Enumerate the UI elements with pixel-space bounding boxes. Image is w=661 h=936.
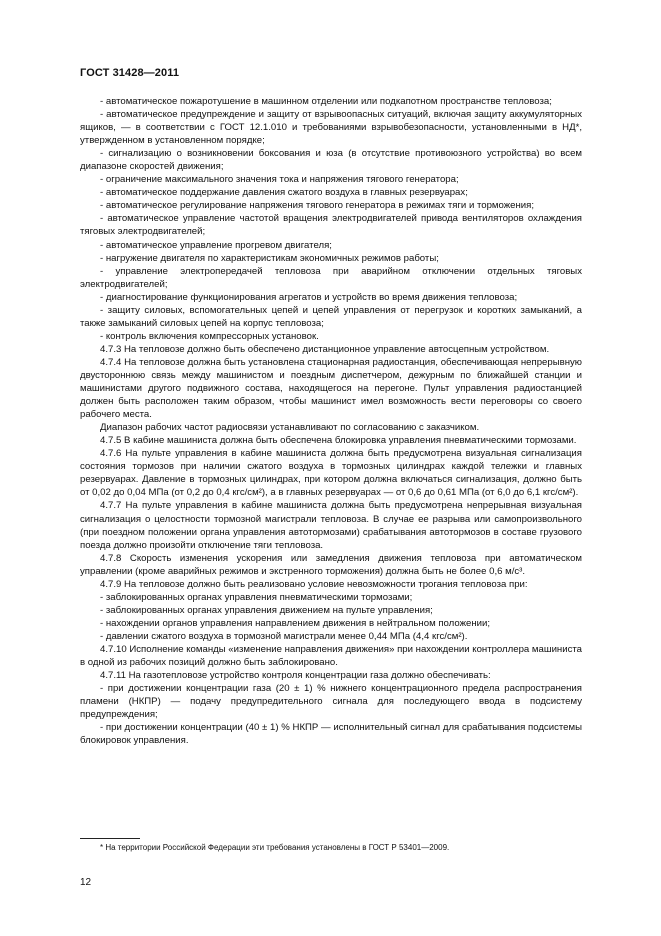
paragraph: - управление электропередачей тепловоза при аварийном отключении отдельных тяговых электродвигателей; — [80, 265, 582, 290]
paragraph: - нагружение двигателя по характеристикам экономичных режимов работы; — [100, 252, 439, 264]
paragraph: - заблокированных органах управления движением на пульте управления; — [100, 604, 433, 616]
paragraph: 4.7.10 Исполнение команды «изменение направления движения» при нахождении контроллера машиниста в одной из рабочих позиций должно быть заблокировано. — [80, 643, 582, 669]
paragraph: 4.7.3 На тепловозе должно быть обеспечено дистанционное управление автосцепным устройством. — [100, 343, 550, 355]
paragraph: - контроль включения компрессорных установок. — [100, 330, 319, 342]
footnote-divider — [80, 838, 140, 839]
paragraph: - автоматическое управление прогревом двигателя; — [100, 239, 332, 251]
paragraph: - диагностирование функционирования агрегатов и устройств во время движения тепловоза; — [100, 291, 518, 303]
paragraph: 4.7.11 На газотепловозе устройство контроля концентрации газа должно обеспечивать: — [100, 670, 491, 682]
paragraph: - при достижении концентрации (40 ± 1) % НКПР — исполнительный сигнал для срабатывания подсистемы блокировок управления. — [80, 722, 582, 747]
page-number: 12 — [80, 877, 92, 888]
paragraph: - автоматическое предупреждение и защиту от взрывоопасных ситуаций, включая защиту аккумуляторных ящиков, — в соответствии с ГОСТ 12.1.010 и требованиями взрывобезопасности, установленными в НД*, утвержденном в установленном порядке; — [80, 109, 582, 147]
paragraph: - давлении сжатого воздуха в тормозной магистрали менее 0,44 МПа (4,4 кгс/см²). — [100, 630, 468, 642]
paragraph: 4.7.9 На тепловозе должно быть реализовано условие невозможности трогания тепловоза при: — [100, 578, 528, 590]
paragraph: - сигнализацию о возникновении боксования и юза (в отсутствие противоюзного устройства) во всем диапазоне скоростей движения; — [80, 148, 582, 173]
document-body — [80, 95, 582, 747]
paragraph: - автоматическое регулирование напряжения тягового генератора в режимах тяги и торможения; — [100, 200, 535, 212]
paragraph: - защиту силовых, вспомогательных цепей и цепей управления от перегрузок и коротких замыканий, а также замыканий силовых цепей на корпус тепловоза; — [80, 304, 582, 329]
paragraph: - автоматическое пожаротушение в машинном отделении или подкапотном пространстве тепловоза; — [100, 96, 552, 107]
paragraph: - автоматическое поддержание давления сжатого воздуха в главных резервуарах; — [100, 187, 468, 199]
paragraph: 4.7.7 На пульте управления в кабине машиниста должна быть предусмотрена непрерывная визуальная сигнализация о целостности тормозной магистрали тепловоза. В случае ее разрыва или самопроизвольного (при поездном положении органа управления автотормозами) срабатывания автотормозов в составе грузового поезда должно произойти отключение тяги тепловоза. — [80, 500, 582, 551]
document-header: ГОСТ 31428—2011 — [80, 67, 180, 79]
footnote: * На территории Российской Федерации эти требования установлены в ГОСТ Р 53401—2009. — [100, 843, 450, 852]
paragraph: 4.7.4 На тепловозе должна быть установлена стационарная радиостанция, обеспечивающая непрерывную двустороннюю связь между машинистом и поездным диспетчером, дежурным по ближайшей станции и машинистами другого подвижного состава, находящегося на перегоне. Пульт управления радиостанцией должен быть расположен таким образом, чтобы машинист имел возможность вести переговоры со своего рабочего места. — [80, 356, 582, 421]
paragraph: 4.7.6 На пульте управления в кабине машиниста должна быть предусмотрена визуальная сигнализация состояния тормозов при наличии сжатого воздуха в тормозных цилиндрах каждой тележки и главных резервуарах. Давление в тормозных цилиндрах, при котором должна включаться сигнализация, должно быть от 0,02 до 0,04 МПа (от 0,2 до 0,4 кгс/см²), а в главных резервуарах — от 0,6 до 0,61 МПа (от 6,0 до 6,1 кгс/см²). — [80, 448, 582, 499]
paragraph: 4.7.5 В кабине машиниста должна быть обеспечена блокировка управления пневматическими тормозами. — [100, 435, 577, 447]
paragraph: 4.7.8 Скорость изменения ускорения или замедления движения тепловоза при автоматическом управлении (кроме аварийных режимов и экстренного торможения) должна быть не более 0,6 м/с³. — [80, 552, 582, 577]
paragraph: - автоматическое управление частотой вращения электродвигателей привода вентиляторов охлаждения тяговых электродвигателей; — [80, 213, 582, 238]
paragraph: - при достижении концентрации газа (20 ± 1) % нижнего концентрационного предела распространения пламени (НКПР) — подачу предупредительного сигнала для последующего ввода в подсистему предупреждения; — [80, 683, 582, 721]
paragraph: Диапазон рабочих частот радиосвязи устанавливают по согласованию с заказчиком. — [100, 422, 480, 434]
paragraph: - нахождении органов управления направлением движения в нейтральном положении; — [100, 617, 491, 629]
paragraph: - заблокированных органах управления пневматическими тормозами; — [100, 591, 413, 603]
paragraph: - ограничение максимального значения тока и напряжения тягового генератора; — [100, 174, 459, 186]
